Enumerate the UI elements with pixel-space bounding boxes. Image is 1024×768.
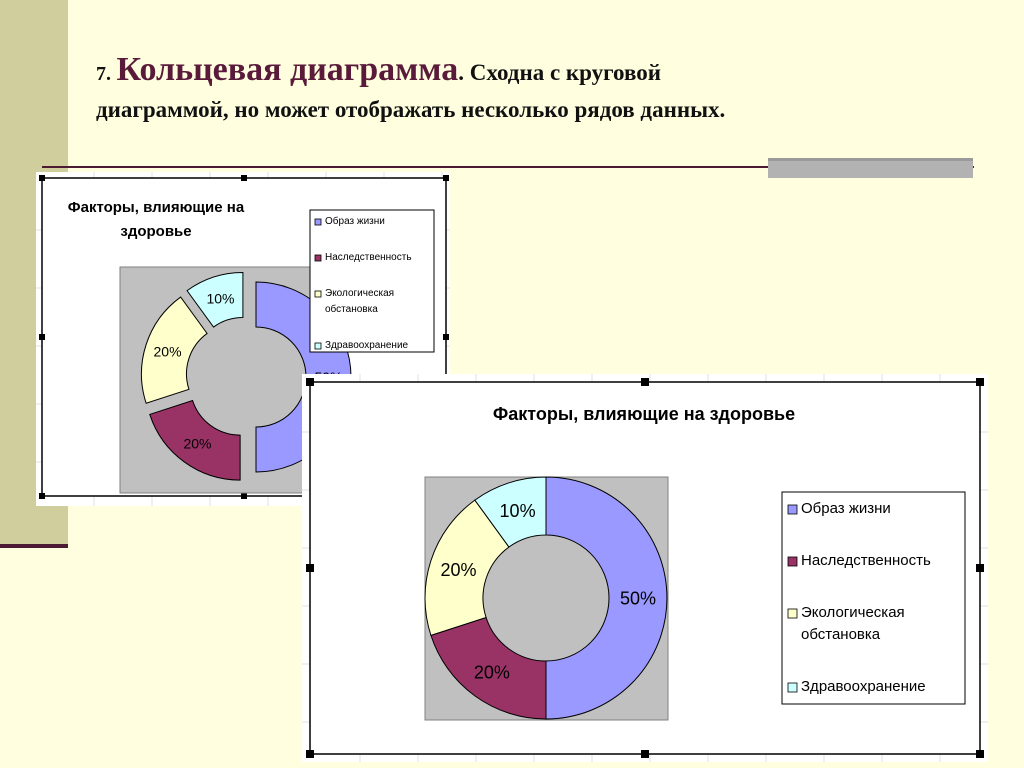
selection-handle	[39, 493, 45, 499]
data-label: 20%	[473, 662, 510, 683]
legend-label: Образ жизни	[325, 216, 385, 227]
slide-title: Кольцевая диаграмма	[116, 51, 459, 88]
data-label: 20%	[440, 559, 477, 580]
data-label: 20%	[153, 343, 182, 360]
selection-handle	[976, 564, 984, 572]
selection-handle	[241, 175, 247, 181]
selection-handle	[306, 750, 314, 758]
legend-swatch	[315, 291, 321, 297]
slide-description: диаграммой, но может отображать несколько рядов данных.	[96, 97, 726, 122]
chart-title: Факторы, влияющие на здоровье	[492, 404, 796, 424]
slide-number: 7.	[96, 63, 111, 85]
legend-swatch	[315, 255, 321, 261]
chart-doughnut[interactable]	[302, 374, 988, 762]
legend-label: обстановка	[325, 304, 378, 315]
legend-label: обстановка	[801, 626, 881, 643]
data-label: 10%	[206, 290, 235, 307]
slide-heading	[96, 44, 976, 128]
legend-label: Образ жизни	[801, 500, 891, 517]
legend-label: Здравоохранение	[325, 340, 409, 351]
legend-swatch	[788, 609, 797, 618]
selection-handle	[443, 334, 449, 340]
data-label: 50%	[619, 588, 657, 609]
selection-handle	[241, 493, 247, 499]
selection-handle	[443, 175, 449, 181]
legend-swatch	[788, 505, 797, 514]
slide-lead: . Сходна с круговой	[458, 60, 661, 85]
header-rule-block	[768, 158, 973, 178]
legend-swatch	[788, 557, 797, 566]
selection-handle	[976, 378, 984, 386]
selection-handle	[39, 175, 45, 181]
legend-label: Здравоохранение	[801, 678, 926, 695]
chart-title: Факторы, влияющие на	[67, 199, 245, 216]
selection-handle	[641, 378, 649, 386]
legend-swatch	[315, 219, 321, 225]
selection-handle	[641, 750, 649, 758]
legend-box	[782, 492, 965, 704]
selection-handle	[306, 378, 314, 386]
chart-title: здоровье	[120, 223, 192, 240]
data-label: 10%	[499, 500, 536, 521]
legend-label: Экологическая	[801, 604, 905, 621]
legend-label: Наследственность	[325, 252, 412, 263]
side-decor-line	[0, 544, 68, 548]
selection-handle	[976, 750, 984, 758]
selection-handle	[306, 564, 314, 572]
selection-handle	[39, 334, 45, 340]
legend-label: Экологическая	[325, 288, 395, 299]
data-label: 20%	[183, 435, 212, 452]
legend-label: Наследственность	[801, 552, 931, 569]
legend-box	[310, 210, 434, 352]
legend-swatch	[315, 343, 321, 349]
legend-swatch	[788, 683, 797, 692]
